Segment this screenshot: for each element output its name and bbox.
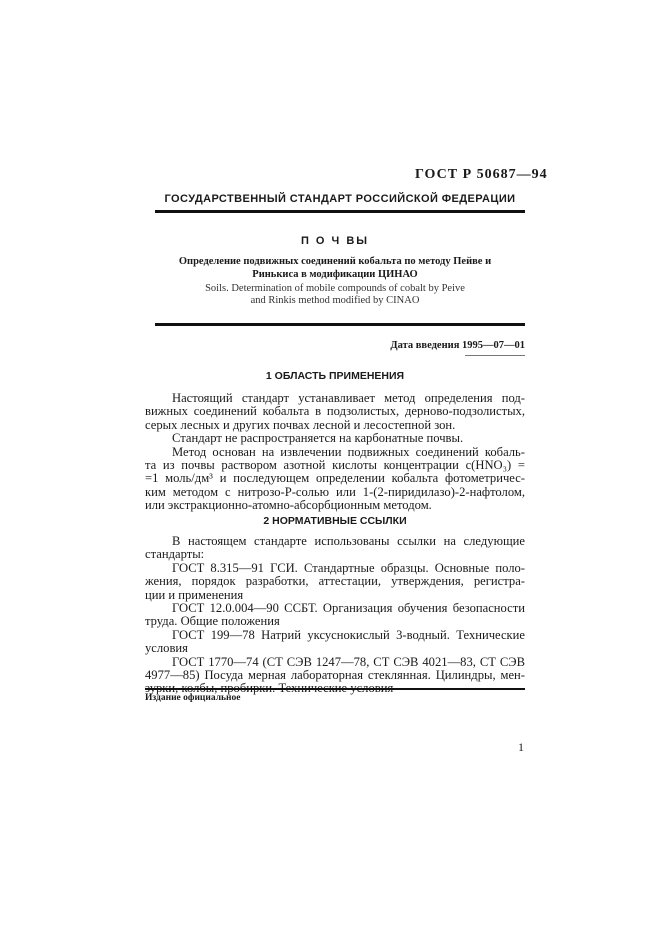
body-text-line: ким методом с нитрозо-Р-солью или 1-(2-пиридилазо)-2-нафтолом, (145, 485, 525, 499)
document-title: П О Ч ВЫ (300, 235, 370, 247)
title-ru-line: Ринькиса в модификации ЦИНАО (252, 269, 418, 280)
body-text-line: ГОСТ 12.0.004—90 ССБТ. Организация обучения безопасности (172, 602, 525, 615)
title-en-line: Soils. Determination of mobile compounds of cobalt by Peive (205, 283, 465, 294)
body-text-line: Стандарт не распространяется на карбонатные почвы. (172, 432, 464, 446)
document-code: ГОСТ Р 50687—94 (415, 167, 548, 182)
date-underline (465, 355, 525, 356)
body-text-line: Настоящий стандарт устанавливает метод определения под- (172, 392, 525, 405)
body-text-line: ГОСТ 199—78 Натрий уксуснокислый 3-водный. Технические (172, 628, 525, 642)
footer-divider (145, 688, 525, 690)
body-text-line: серых лесных и других почвах лесной и лесостепной зон. (145, 418, 456, 432)
title-en-line: and Rinkis method modified by CINAO (250, 295, 420, 306)
national-standard-heading: ГОСУДАРСТВЕННЫЙ СТАНДАРТ РОССИЙСКОЙ ФЕДЕРАЦИИ (164, 193, 516, 205)
title-divider (155, 323, 525, 326)
body-text-line: ции и применения (145, 588, 244, 602)
body-text-line: ГОСТ 1770—74 (СТ СЭВ 1247—78, СТ СЭВ 4021—83, СТ СЭВ (172, 655, 525, 669)
official-edition-note: Издание официальное (145, 693, 241, 703)
section-heading: 1 ОБЛАСТЬ ПРИМЕНЕНИЯ (265, 370, 405, 382)
section-heading: 2 НОРМАТИВНЫЕ ССЫЛКИ (263, 515, 407, 527)
body-text-line: условия (145, 642, 188, 656)
body-text-line: Метод основан на извлечении подвижных соединений кобаль- (172, 445, 525, 459)
body-text-line: =1 моль/дм³ и последующем определении кобальта фотометричес- (145, 472, 525, 486)
body-text-line: В настоящем стандарте использованы ссылки на следующие (172, 535, 525, 548)
title-ru-line: Определение подвижных соединений кобальта по методу Пейве и (178, 256, 492, 267)
body-text-line: 4977—85) Посуда мерная лабораторная стеклянная. Цилиндры, мен- (145, 669, 525, 682)
body-text-line: жения, порядок разработки, аттестации, утверждения, регистра- (145, 575, 525, 589)
header-divider (155, 210, 525, 213)
body-text-line: вижных соединений кобальта в подзолистых, дерново-подзолистых, (145, 405, 525, 419)
body-text-line: та из почвы раствором азотной кислоты концентрации c(HNO₃) = (145, 459, 525, 472)
introduction-date: Дата введения 1995—07—01 (390, 340, 525, 351)
body-text-line: труда. Общие положения (145, 615, 280, 629)
page-number: 1 (518, 740, 524, 754)
body-text-line: стандарты: (145, 548, 205, 562)
body-text-line: или экстракционно-атомно-абсорбционным методом. (145, 499, 432, 513)
body-text-line: ГОСТ 8.315—91 ГСИ. Стандартные образцы. Основные поло- (172, 561, 525, 575)
